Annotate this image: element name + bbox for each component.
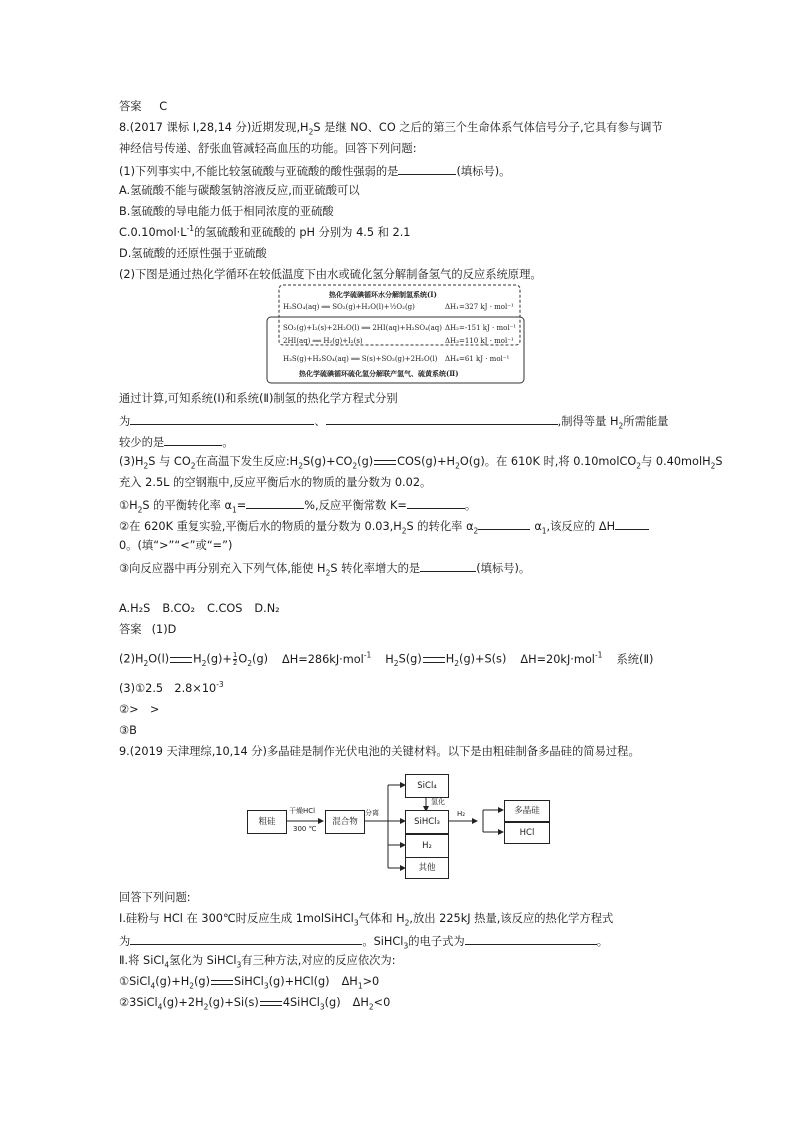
q8-part1: (1)下列事实中,不能比较氢硫酸与亚硫酸的酸性强弱的是 (填标号)。	[119, 165, 511, 178]
answer-blank[interactable]	[130, 933, 362, 945]
answer-blank[interactable]	[478, 518, 530, 530]
q8-choices	[119, 602, 280, 616]
answer-blank[interactable]	[465, 933, 597, 945]
q8-calc-line2: 为 、 ,制得等量 $H_2$所需能量	[119, 415, 669, 431]
q8-answer-1: 答案 (1)D	[119, 623, 177, 636]
answer-label: 答案	[119, 100, 142, 113]
reaction-4: H₂S(g)+H₂SO₄(aq) ══ S(s)+SO₂(g)+2H₂O(l)	[283, 355, 438, 363]
q9-part1-line1: Ⅰ.硅粉与 HCl 在 300℃时反应生成 1molSiHCl$_3$气体和 $H_2$,放出 225kJ 热量,该反应的热化学方程式	[119, 912, 614, 928]
q8-sub1: $①H_2S$ 的平衡转化率 $\alpha_1=$ %,反应平衡常数 K= 。	[119, 499, 477, 515]
polysilicon-box: 多晶硅	[504, 800, 550, 822]
answer-blank[interactable]	[326, 413, 558, 425]
reaction-2-dh: ΔH₂=-151 kJ · mol⁻¹	[445, 324, 517, 332]
sicl4-box: SiCl₄	[405, 774, 449, 798]
q8-intro-line1: 8.(2017 课标 Ⅰ,28,14 分)近期发现$,H_2S$ 是继 NO、CO 之后的第三个生命体系气体信号分子,它具有参与调节	[119, 121, 663, 137]
h2-arrow-label: H₂	[457, 810, 466, 818]
silicon-process-flow	[245, 768, 565, 878]
crude-silicon-box: 粗硅	[247, 810, 287, 834]
reversible-arrow	[260, 999, 282, 1007]
reversible-arrow	[374, 458, 396, 466]
q8-answer-5: ③B	[119, 724, 137, 737]
condition-temp: 300 ℃	[293, 825, 317, 833]
reaction-2: SO₂(g)+I₂(s)+2H₂O(l) ══ 2HI(aq)+H₂SO₄(aq)	[283, 324, 442, 332]
reaction-system-diagram	[265, 284, 527, 384]
q8-intro-line2: 神经信号传递、舒张血管减轻高血压的功能。回答下列问题:	[119, 142, 417, 155]
separation-label: 分离	[365, 809, 379, 817]
reaction-3-dh: ΔH₃=110 kJ · mol⁻¹	[445, 337, 514, 345]
q8-option-a: A.氢硫酸不能与碳酸氢钠溶液反应,而亚硫酸可以	[119, 184, 360, 197]
choice-d: D.N₂	[254, 602, 280, 615]
q8-sub3: ③向反应器中再分别充入下列气体,能使 $H_2S$ 转化率增大的是 (填标号)。	[119, 562, 531, 578]
answer-line	[119, 100, 167, 114]
q8-answer-4: ②> >	[119, 703, 160, 716]
sihcl3-box: SiHCl₃	[405, 810, 449, 834]
q9-prompt: 回答下列问题:	[119, 891, 191, 904]
reaction-3: 2HI(aq) ══ H₂(g)+I₂(s)	[283, 337, 363, 345]
answer-blank[interactable]	[420, 560, 476, 572]
q8-sub2-line2: 0。(填“>”“<”或“=”)	[119, 539, 233, 552]
q9-method-2: $②3SiCl_4(g)+2H_2(g)+Si(s)$ 4SiHCl$_3$(g) $\Delta H_2<0$	[119, 996, 391, 1012]
answer-blank[interactable]	[615, 518, 649, 530]
reaction-1-dh: ΔH₁=327 kJ · mol⁻¹	[445, 303, 514, 311]
q8-part3-line2: 充入 2.5L 的空钢瓶中,反应平衡后水的物质的量分数为 0.02。	[119, 476, 432, 489]
choice-a: A.H₂S	[119, 602, 151, 615]
q8-answer-3: (3)①2.5 $2.8\times 10^{-3}$	[119, 680, 224, 695]
reaction-4-dh: ΔH₄=61 kJ · mol⁻¹	[445, 355, 510, 363]
answer-blank[interactable]	[130, 413, 314, 425]
q9-method-1: $①SiCl_4(g)+H_2(g)$ SiHCl$_3$(g)+HCl(g) $\Delta H_1>0$	[119, 975, 380, 991]
answer-blank[interactable]	[164, 434, 222, 446]
other-box: 其他	[405, 857, 449, 879]
q9-intro: 9.(2019 天津理综,10,14 分)多晶硅是制作光伏电池的关键材料。以下是由粗硅制备多晶硅的简易过程。	[119, 745, 640, 758]
q8-calc-line1: 通过计算,可知系统(Ⅰ)和系统(Ⅱ)制氢的热化学方程式分别	[119, 392, 398, 405]
answer-blank[interactable]	[407, 497, 465, 509]
answer-value: C	[159, 100, 168, 113]
q8-option-b: B.氢硫酸的导电能力低于相同浓度的亚硫酸	[119, 205, 334, 218]
q9-part2: Ⅱ.将 SiCl$_4$氢化为 SiHCl$_3$有三种方法,对应的反应依次为:	[119, 954, 396, 970]
mixture-box: 混合物	[325, 810, 365, 834]
q8-option-c: $C.0.10mol\cdot L^{-1}$的氢硫酸和亚硫酸的 pH 分别为 4.5 和 2.1	[119, 224, 411, 239]
choice-b: B.CO₂	[162, 602, 195, 615]
q8-part2: (2)下图是通过热化学循环在较低温度下由水或硫化氢分解制备氢气的反应系统原理。	[119, 268, 542, 281]
q9-part1-line2: 为 。SiHCl$_3$的电子式为 。	[119, 935, 609, 951]
system1-title: 热化学硫碘循环水分解制氢系统(Ⅰ)	[329, 290, 437, 299]
system2-title: 热化学硫碘循环硫化氢分解联产氢气、硫黄系统(Ⅱ)	[299, 369, 459, 378]
q8-part3-line1: $(3)H_2S$ 与 $CO_2$在高温下发生反应$:H_2S(g)+CO_2(g)$ $COS(g)+H_2O(g)$。在 610K 时,将 0.10molCO$_2$与 0.40molH$_2$S	[119, 455, 723, 471]
answer-blank[interactable]	[246, 497, 304, 509]
q8-option-d: D.氢硫酸的还原性强于亚硫酸	[119, 247, 267, 260]
q8-sub2-line1: ②在 620K 重复实验,平衡后水的物质的量分数为 $0.03,H_2S$ 的转化率 $\alpha_2$ $\alpha_1$,该反应的 ΔH	[119, 518, 649, 534]
fraction-half: $\frac{1}{2}$	[232, 651, 238, 667]
h2-box: H₂	[405, 834, 449, 858]
hcl-box: HCl	[504, 822, 550, 844]
q8-answer-2: $(2)H_2O(l)$ $H_2(g)+$ $\frac{1}{2}$ $O_2(g)$ ΔH=286kJ·mol$^{-1}$ $H_2S(g)$ $H_2(g)+S(s)$ ΔH=20kJ·mol$^{-1}$ 系统(Ⅱ)	[119, 650, 654, 668]
answer-blank[interactable]	[398, 163, 456, 175]
hydrogenation-label: 氢化	[431, 798, 445, 806]
condition-hcl: 干燥HCl	[289, 807, 316, 815]
choice-c: C.COS	[206, 602, 243, 615]
equals-sign	[423, 657, 445, 663]
reversible-arrow	[211, 978, 233, 986]
equals-sign	[170, 657, 192, 663]
reaction-1: H₂SO₄(aq) ══ SO₂(g)+H₂O(l)+½O₂(g)	[283, 303, 415, 311]
q8-calc-line3: 较少的是 。	[119, 436, 234, 449]
